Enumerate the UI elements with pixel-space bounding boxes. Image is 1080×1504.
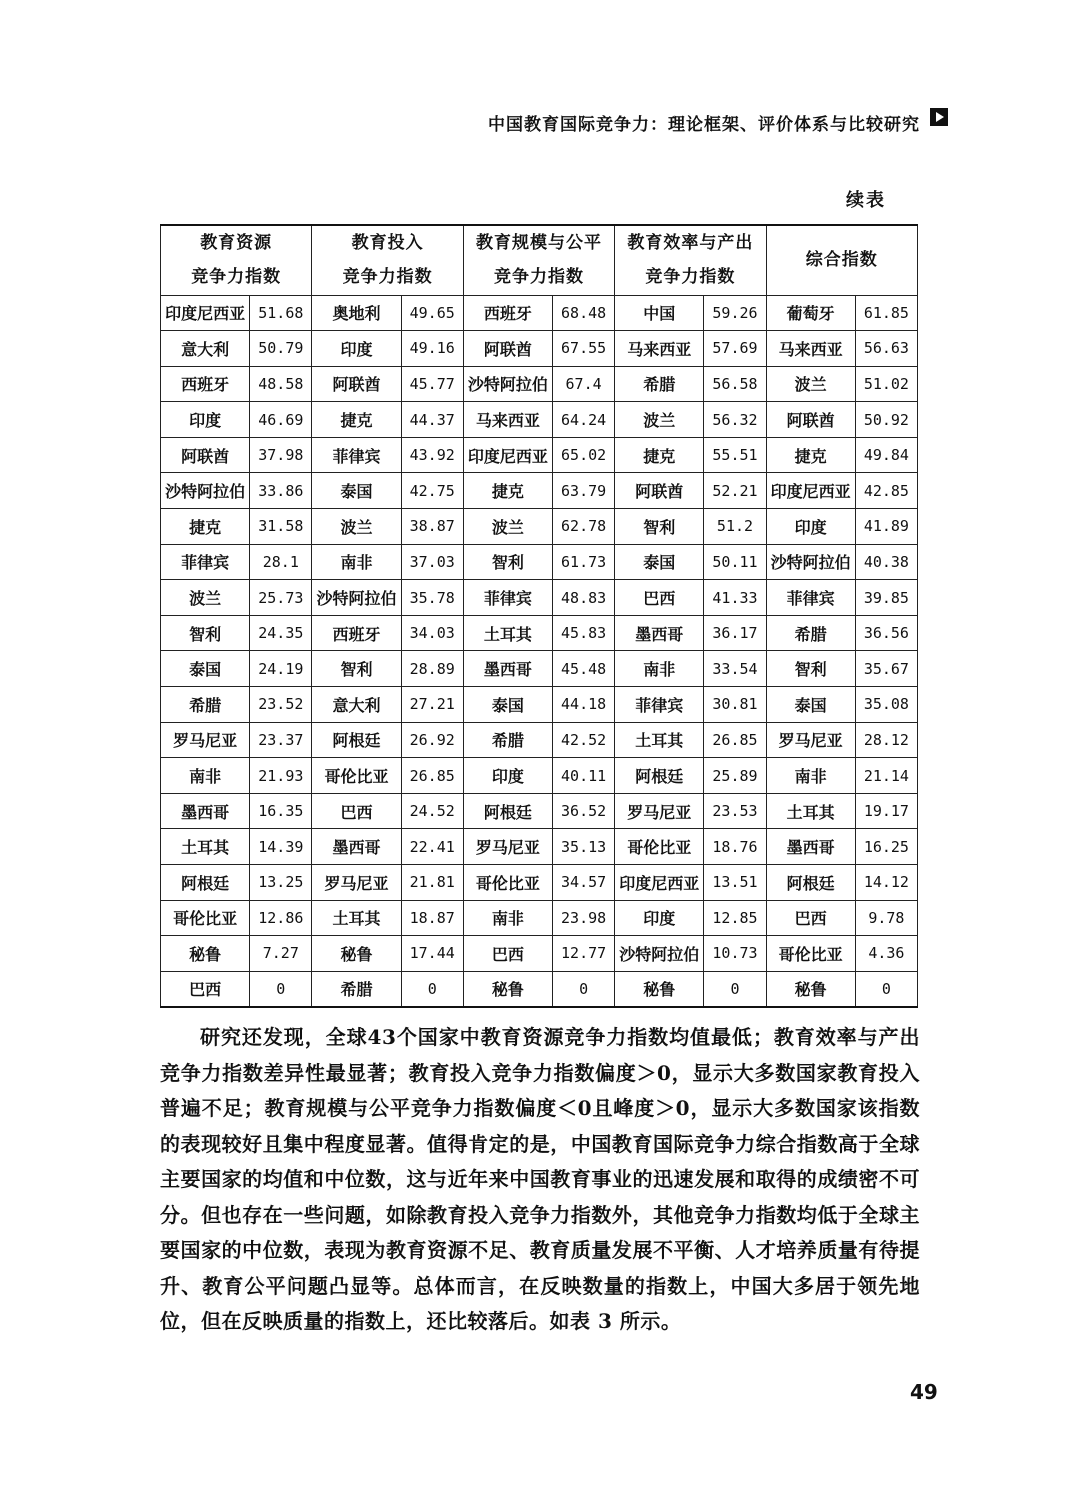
index-value-cell: 13.25 (250, 865, 312, 901)
index-value-cell: 28.12 (855, 722, 917, 758)
country-cell: 沙特阿拉伯 (312, 580, 401, 616)
header-education-scale-equity (463, 225, 614, 295)
country-cell: 印度 (161, 402, 250, 438)
country-cell: 西班牙 (312, 615, 401, 651)
index-value-cell: 50.11 (704, 544, 766, 580)
header-line: 竞争力指数 (493, 267, 584, 288)
index-value-cell: 25.89 (704, 758, 766, 794)
country-cell: 罗马尼亚 (766, 722, 855, 758)
country-cell: 罗马尼亚 (615, 793, 704, 829)
country-cell: 捷克 (766, 437, 855, 473)
table-header-row (161, 225, 918, 295)
index-value-cell: 64.24 (553, 402, 615, 438)
index-value-cell: 0 (855, 971, 917, 1007)
index-value-cell: 51.2 (704, 509, 766, 545)
index-value-cell: 39.85 (855, 580, 917, 616)
header-line: 教育资源 (200, 233, 273, 254)
index-value-cell: 16.25 (855, 829, 917, 865)
country-cell: 阿根廷 (463, 793, 552, 829)
index-value-cell: 21.81 (401, 865, 463, 901)
index-value-cell: 48.83 (553, 580, 615, 616)
index-value-cell: 25.73 (250, 580, 312, 616)
country-cell: 阿根廷 (766, 865, 855, 901)
index-value-cell: 49.65 (401, 295, 463, 331)
country-cell: 菲律宾 (766, 580, 855, 616)
index-value-cell: 23.98 (553, 900, 615, 936)
country-cell: 墨西哥 (766, 829, 855, 865)
header-line: 综合指数 (805, 250, 878, 271)
table-body (161, 295, 918, 1007)
country-cell: 墨西哥 (463, 651, 552, 687)
country-cell: 罗马尼亚 (161, 722, 250, 758)
country-cell: 秘鲁 (615, 971, 704, 1007)
index-value-cell: 28.1 (250, 544, 312, 580)
country-cell: 阿联酋 (615, 473, 704, 509)
index-value-cell: 40.38 (855, 544, 917, 580)
country-cell: 墨西哥 (312, 829, 401, 865)
table-row (161, 722, 918, 758)
country-cell: 巴西 (463, 936, 552, 972)
index-value-cell: 33.86 (250, 473, 312, 509)
country-cell: 沙特阿拉伯 (161, 473, 250, 509)
country-cell: 土耳其 (463, 615, 552, 651)
country-cell: 土耳其 (312, 900, 401, 936)
index-value-cell: 42.85 (855, 473, 917, 509)
index-value-cell: 42.75 (401, 473, 463, 509)
index-value-cell: 41.33 (704, 580, 766, 616)
table-row (161, 865, 918, 901)
table-row (161, 793, 918, 829)
country-cell: 印度尼西亚 (766, 473, 855, 509)
country-cell: 西班牙 (463, 295, 552, 331)
country-cell: 马来西亚 (615, 331, 704, 367)
country-cell: 菲律宾 (161, 544, 250, 580)
index-value-cell: 26.85 (704, 722, 766, 758)
country-cell: 印度 (312, 331, 401, 367)
index-value-cell: 16.35 (250, 793, 312, 829)
country-cell: 沙特阿拉伯 (766, 544, 855, 580)
index-value-cell: 52.21 (704, 473, 766, 509)
index-value-cell: 43.92 (401, 437, 463, 473)
country-cell: 印度 (463, 758, 552, 794)
country-cell: 智利 (312, 651, 401, 687)
country-cell: 希腊 (161, 687, 250, 723)
index-value-cell: 18.76 (704, 829, 766, 865)
index-value-cell: 23.53 (704, 793, 766, 829)
country-cell: 哥伦比亚 (615, 829, 704, 865)
index-value-cell: 63.79 (553, 473, 615, 509)
index-value-cell: 21.93 (250, 758, 312, 794)
country-cell: 意大利 (161, 331, 250, 367)
country-cell: 阿根廷 (312, 722, 401, 758)
index-value-cell: 31.58 (250, 509, 312, 545)
index-value-cell: 46.69 (250, 402, 312, 438)
continuation-label: 续表 (846, 190, 886, 211)
index-value-cell: 0 (250, 971, 312, 1007)
country-cell: 智利 (463, 544, 552, 580)
country-cell: 秘鲁 (463, 971, 552, 1007)
country-cell: 葡萄牙 (766, 295, 855, 331)
country-cell: 秘鲁 (161, 936, 250, 972)
table-row (161, 936, 918, 972)
index-value-cell: 37.98 (250, 437, 312, 473)
body-paragraph: 研究还发现，全球43个国家中教育资源竞争力指数均值最低；教育效率与产出竞争力指数差异性最显著；教育投入竞争力指数偏度＞0，显示大多数国家教育投入普遍不足；教育规模与公平竞争力指数偏度＜0且峰度＞0，显示大多数国家该指数的表现较好且集中程度显著。值得肯定的是，中国教育国际竞争力综合指数高于全球主要国家的均值和中位数，这与近年来中国教育事业的迅速发展和取得的成绩密不可分。但也存在一些问题，如除教育投入竞争力指数外，其他竞争力指数均低于全球主要国家的中位数，表现为教育资源不足、教育质量发展不平衡、人才培养质量有待提升、教育公平问题凸显等。总体而言，在反映数量的指数上，中国大多居于领先地位，但在反映质量的指数上，还比较落后。如表 3 所示。 (160, 1025, 920, 1333)
country-cell: 印度尼西亚 (161, 295, 250, 331)
index-value-cell: 14.39 (250, 829, 312, 865)
country-cell: 智利 (161, 615, 250, 651)
country-cell: 捷克 (161, 509, 250, 545)
country-cell: 智利 (615, 509, 704, 545)
index-value-cell: 56.58 (704, 366, 766, 402)
index-value-cell: 45.48 (553, 651, 615, 687)
table-row (161, 295, 918, 331)
table-row (161, 900, 918, 936)
index-value-cell: 4.36 (855, 936, 917, 972)
country-cell: 捷克 (463, 473, 552, 509)
country-cell: 菲律宾 (463, 580, 552, 616)
country-cell: 哥伦比亚 (312, 758, 401, 794)
country-cell: 阿根廷 (615, 758, 704, 794)
table-row (161, 544, 918, 580)
index-value-cell: 38.87 (401, 509, 463, 545)
index-value-cell: 67.4 (553, 366, 615, 402)
country-cell: 波兰 (312, 509, 401, 545)
running-title: 中国教育国际竞争力：理论框架、评价体系与比较研究 (488, 115, 920, 135)
header-education-efficiency-output (615, 225, 766, 295)
header-composite-index (766, 225, 917, 295)
header-line: 教育规模与公平 (475, 233, 602, 254)
table-row (161, 509, 918, 545)
country-cell: 土耳其 (766, 793, 855, 829)
country-cell: 智利 (766, 651, 855, 687)
index-value-cell: 42.52 (553, 722, 615, 758)
table-row (161, 615, 918, 651)
country-cell: 南非 (161, 758, 250, 794)
country-cell: 菲律宾 (615, 687, 704, 723)
country-cell: 阿根廷 (161, 865, 250, 901)
country-cell: 捷克 (312, 402, 401, 438)
header-line: 竞争力指数 (342, 267, 433, 288)
index-value-cell: 12.86 (250, 900, 312, 936)
index-value-cell: 30.81 (704, 687, 766, 723)
index-value-cell: 14.12 (855, 865, 917, 901)
country-cell: 马来西亚 (463, 402, 552, 438)
index-value-cell: 61.73 (553, 544, 615, 580)
index-value-cell: 0 (553, 971, 615, 1007)
country-cell: 南非 (463, 900, 552, 936)
header-line: 教育投入 (351, 233, 424, 254)
index-value-cell: 67.55 (553, 331, 615, 367)
country-cell: 泰国 (615, 544, 704, 580)
country-cell: 土耳其 (161, 829, 250, 865)
country-cell: 哥伦比亚 (766, 936, 855, 972)
table-row (161, 758, 918, 794)
table-row (161, 437, 918, 473)
table-row (161, 971, 918, 1007)
country-cell: 希腊 (615, 366, 704, 402)
country-cell: 南非 (766, 758, 855, 794)
index-value-cell: 26.92 (401, 722, 463, 758)
index-value-cell: 24.35 (250, 615, 312, 651)
index-value-cell: 41.89 (855, 509, 917, 545)
table-row (161, 580, 918, 616)
index-value-cell: 23.37 (250, 722, 312, 758)
index-value-cell: 68.48 (553, 295, 615, 331)
index-value-cell: 26.85 (401, 758, 463, 794)
index-value-cell: 35.08 (855, 687, 917, 723)
index-value-cell: 7.27 (250, 936, 312, 972)
index-value-cell: 65.02 (553, 437, 615, 473)
header-line: 竞争力指数 (191, 267, 282, 288)
country-cell: 西班牙 (161, 366, 250, 402)
country-cell: 波兰 (463, 509, 552, 545)
country-cell: 波兰 (161, 580, 250, 616)
country-cell: 土耳其 (615, 722, 704, 758)
index-value-cell: 34.03 (401, 615, 463, 651)
country-cell: 意大利 (312, 687, 401, 723)
table-row (161, 366, 918, 402)
index-value-cell: 17.44 (401, 936, 463, 972)
index-value-cell: 10.73 (704, 936, 766, 972)
country-cell: 南非 (312, 544, 401, 580)
index-value-cell: 9.78 (855, 900, 917, 936)
index-value-cell: 21.14 (855, 758, 917, 794)
country-cell: 沙特阿拉伯 (615, 936, 704, 972)
country-cell: 哥伦比亚 (463, 865, 552, 901)
page-number: 49 (910, 1380, 938, 1404)
index-value-cell: 35.78 (401, 580, 463, 616)
index-value-cell: 45.77 (401, 366, 463, 402)
country-cell: 哥伦比亚 (161, 900, 250, 936)
index-value-cell: 0 (401, 971, 463, 1007)
country-cell: 秘鲁 (766, 971, 855, 1007)
country-cell: 马来西亚 (766, 331, 855, 367)
country-cell: 希腊 (312, 971, 401, 1007)
index-value-cell: 24.52 (401, 793, 463, 829)
country-cell: 巴西 (766, 900, 855, 936)
index-value-cell: 44.18 (553, 687, 615, 723)
index-value-cell: 36.17 (704, 615, 766, 651)
header-education-resources (161, 225, 312, 295)
country-cell: 阿联酋 (463, 331, 552, 367)
header-line: 竞争力指数 (645, 267, 736, 288)
country-cell: 巴西 (615, 580, 704, 616)
table-row (161, 331, 918, 367)
country-cell: 波兰 (766, 366, 855, 402)
country-cell: 希腊 (463, 722, 552, 758)
index-value-cell: 56.32 (704, 402, 766, 438)
country-cell: 印度 (766, 509, 855, 545)
index-value-cell: 13.51 (704, 865, 766, 901)
table-row (161, 651, 918, 687)
country-cell: 罗马尼亚 (463, 829, 552, 865)
index-value-cell: 23.52 (250, 687, 312, 723)
index-value-cell: 35.67 (855, 651, 917, 687)
index-value-cell: 40.11 (553, 758, 615, 794)
index-value-cell: 22.41 (401, 829, 463, 865)
index-value-cell: 27.21 (401, 687, 463, 723)
index-value-cell: 33.54 (704, 651, 766, 687)
country-cell: 泰国 (766, 687, 855, 723)
country-cell: 印度尼西亚 (463, 437, 552, 473)
country-cell: 罗马尼亚 (312, 865, 401, 901)
country-cell: 泰国 (161, 651, 250, 687)
index-value-cell: 37.03 (401, 544, 463, 580)
country-cell: 墨西哥 (615, 615, 704, 651)
country-cell: 墨西哥 (161, 793, 250, 829)
country-cell: 捷克 (615, 437, 704, 473)
country-cell: 菲律宾 (312, 437, 401, 473)
index-value-cell: 49.84 (855, 437, 917, 473)
index-value-cell: 35.13 (553, 829, 615, 865)
index-value-cell: 18.87 (401, 900, 463, 936)
index-value-cell: 45.83 (553, 615, 615, 651)
country-cell: 波兰 (615, 402, 704, 438)
index-value-cell: 51.02 (855, 366, 917, 402)
index-value-cell: 59.26 (704, 295, 766, 331)
index-value-cell: 61.85 (855, 295, 917, 331)
country-cell: 巴西 (312, 793, 401, 829)
country-cell: 阿联酋 (766, 402, 855, 438)
index-value-cell: 12.77 (553, 936, 615, 972)
header-line: 教育效率与产出 (627, 233, 754, 254)
index-value-cell: 57.69 (704, 331, 766, 367)
index-value-cell: 12.85 (704, 900, 766, 936)
country-cell: 南非 (615, 651, 704, 687)
index-value-cell: 62.78 (553, 509, 615, 545)
index-value-cell: 19.17 (855, 793, 917, 829)
index-value-cell: 34.57 (553, 865, 615, 901)
index-value-cell: 36.52 (553, 793, 615, 829)
play-triangle-icon (930, 108, 948, 126)
country-cell: 阿联酋 (161, 437, 250, 473)
index-value-cell: 48.58 (250, 366, 312, 402)
index-value-cell: 50.92 (855, 402, 917, 438)
index-value-cell: 56.63 (855, 331, 917, 367)
country-cell: 巴西 (161, 971, 250, 1007)
index-value-cell: 49.16 (401, 331, 463, 367)
index-value-cell: 51.68 (250, 295, 312, 331)
country-cell: 阿联酋 (312, 366, 401, 402)
country-cell: 中国 (615, 295, 704, 331)
table-row (161, 473, 918, 509)
index-table (160, 224, 918, 1008)
index-value-cell: 55.51 (704, 437, 766, 473)
country-cell: 泰国 (463, 687, 552, 723)
country-cell: 泰国 (312, 473, 401, 509)
country-cell: 希腊 (766, 615, 855, 651)
index-value-cell: 36.56 (855, 615, 917, 651)
country-cell: 印度 (615, 900, 704, 936)
country-cell: 印度尼西亚 (615, 865, 704, 901)
table-row (161, 829, 918, 865)
index-value-cell: 24.19 (250, 651, 312, 687)
table-row (161, 402, 918, 438)
country-cell: 沙特阿拉伯 (463, 366, 552, 402)
country-cell: 奥地利 (312, 295, 401, 331)
index-value-cell: 50.79 (250, 331, 312, 367)
country-cell: 秘鲁 (312, 936, 401, 972)
index-value-cell: 28.89 (401, 651, 463, 687)
index-value-cell: 0 (704, 971, 766, 1007)
index-value-cell: 44.37 (401, 402, 463, 438)
header-education-input (312, 225, 463, 295)
table-row (161, 687, 918, 723)
